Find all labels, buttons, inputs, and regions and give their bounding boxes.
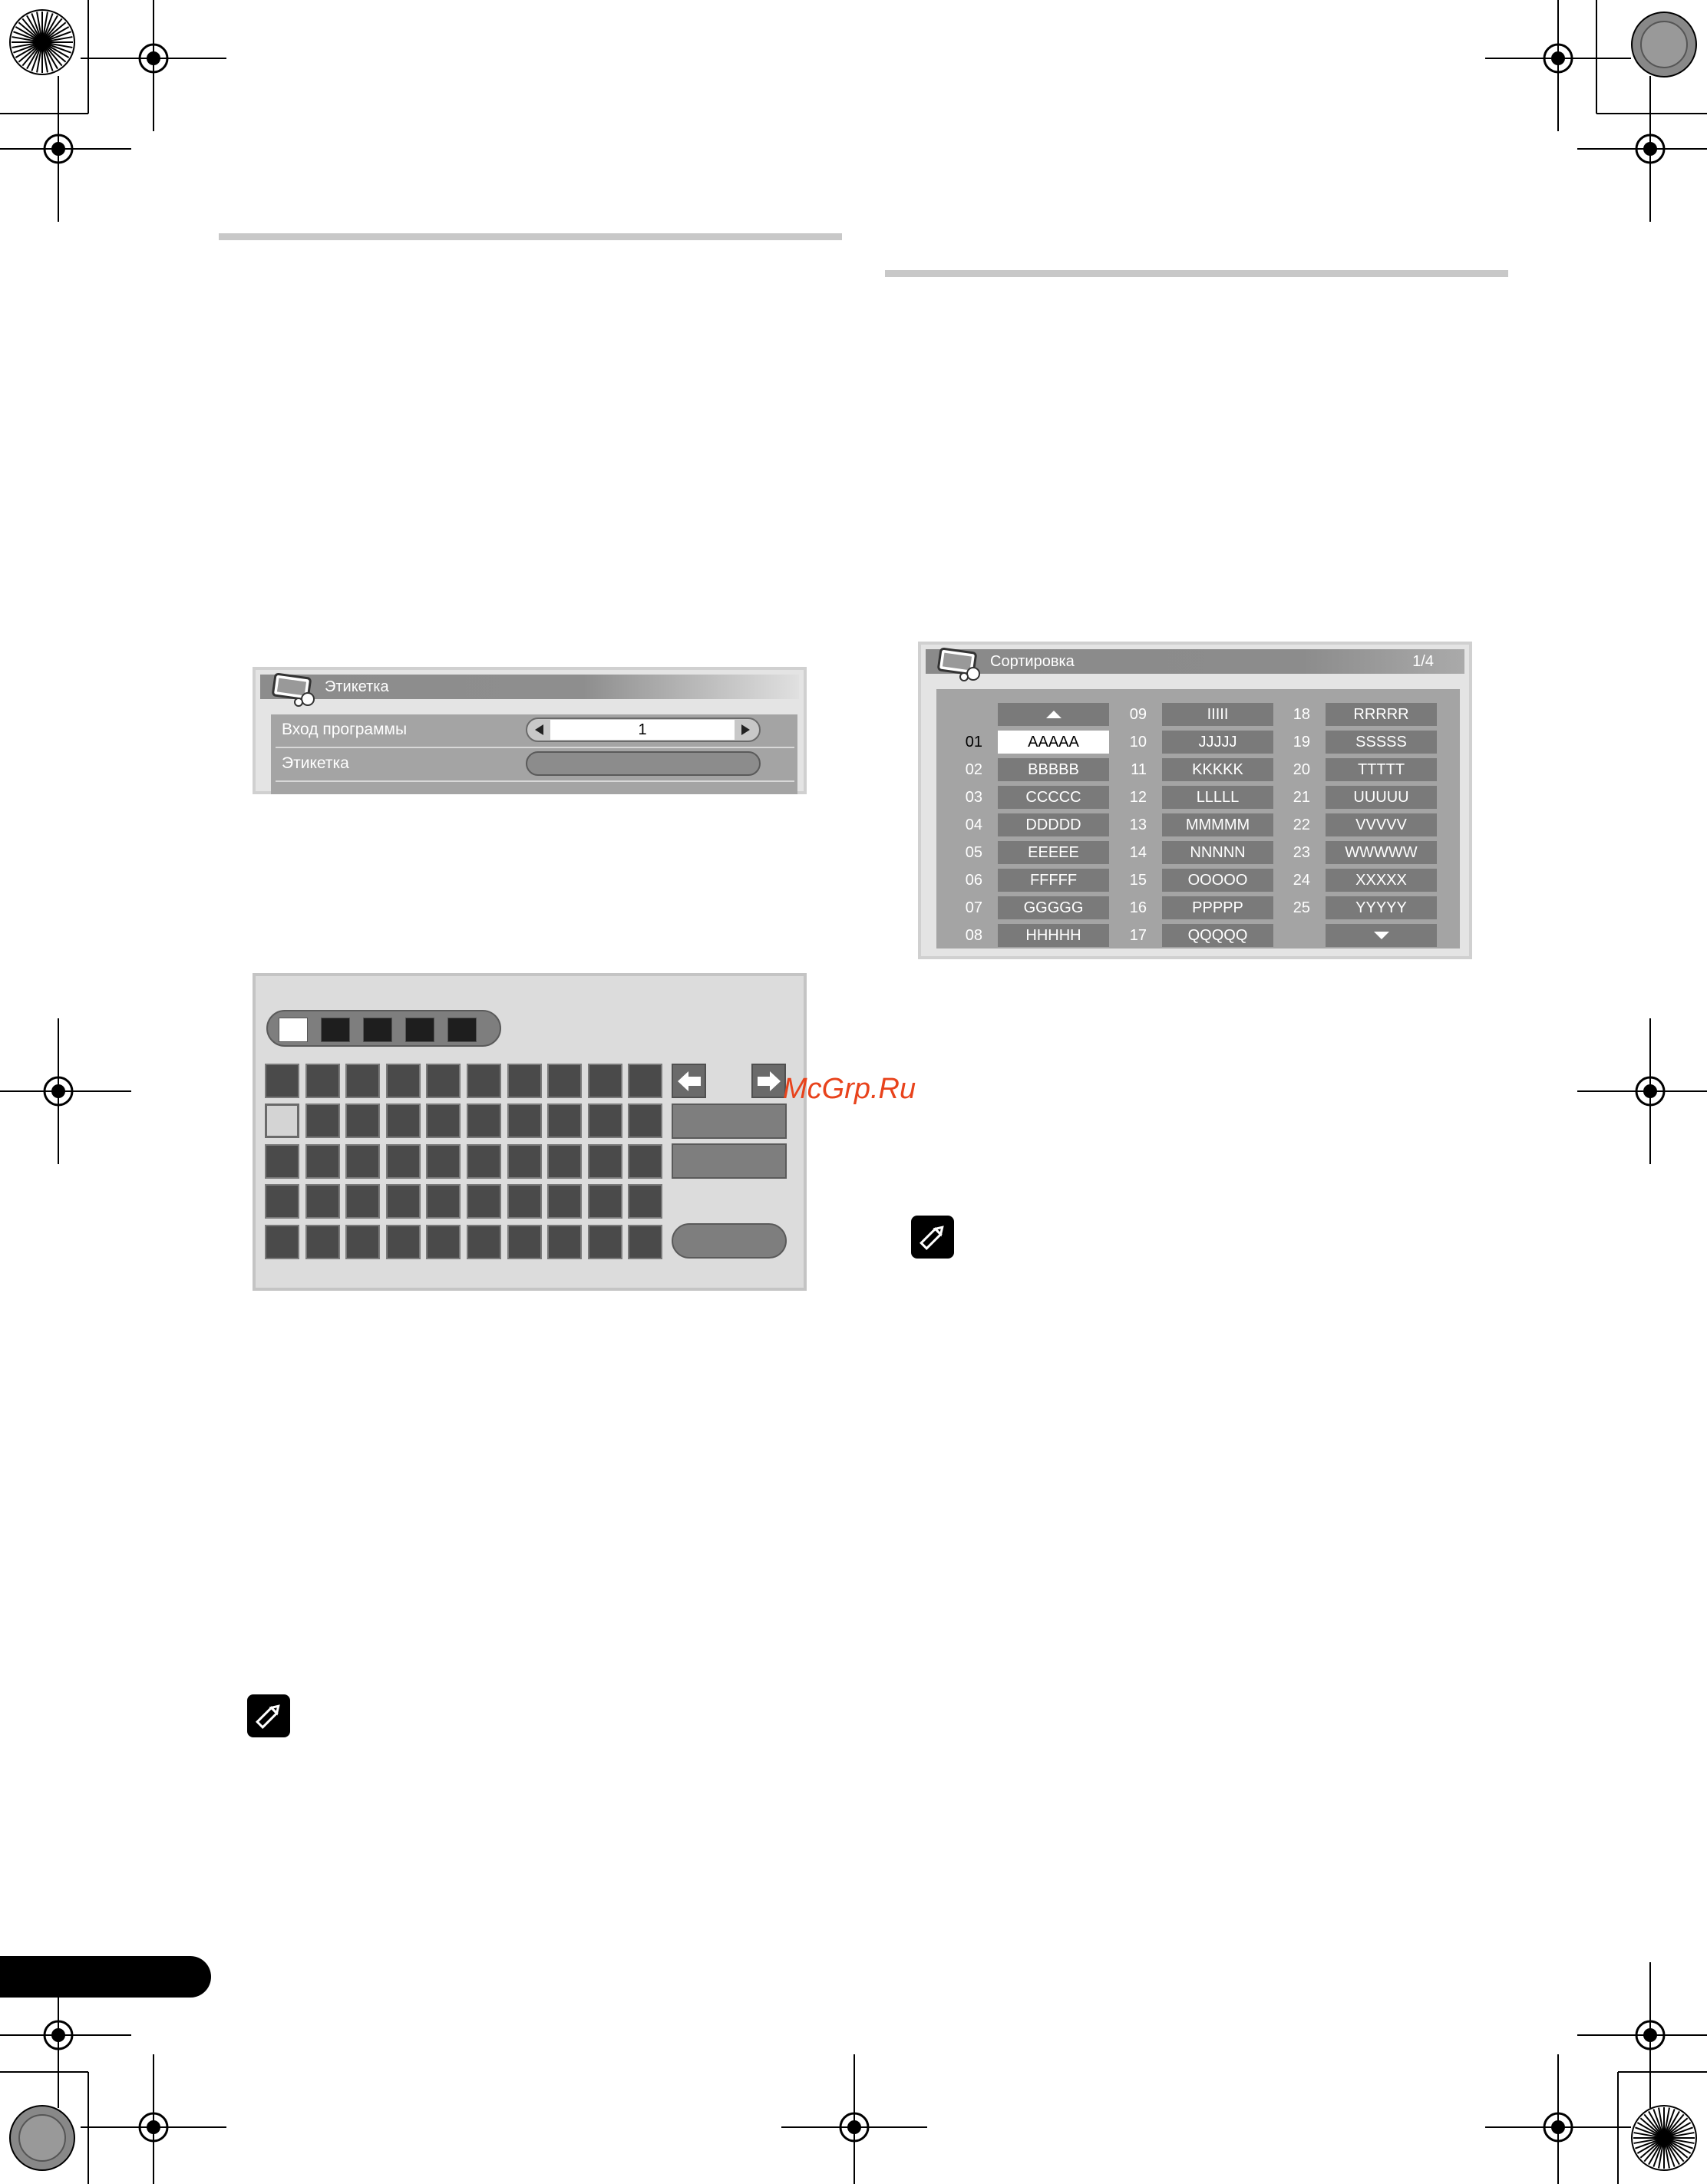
sort-item-number: 24 [1293,872,1310,889]
arrow-left-icon[interactable] [533,724,546,736]
sort-item[interactable]: BBBBB [998,758,1109,781]
sort-item[interactable]: EEEEE [998,841,1109,864]
keyboard-key[interactable] [305,1184,340,1219]
sort-item-number: 04 [965,817,982,833]
keyboard-key[interactable] [345,1225,380,1259]
keyboard-option-button[interactable] [672,1143,787,1179]
keyboard-key[interactable] [345,1184,380,1219]
scroll-down-button[interactable] [1326,924,1437,947]
registration-mark-icon [1485,0,1631,131]
starburst-top-right [1629,10,1699,79]
cursor-right-button[interactable] [751,1064,786,1098]
sort-item-number: 06 [965,872,982,889]
keyboard-key[interactable] [467,1225,501,1259]
keyboard-key[interactable] [547,1064,582,1098]
panel-title: Этикетка [325,678,389,695]
label-field[interactable] [526,751,761,776]
sort-item-number: 05 [965,844,982,861]
keyboard-confirm-button[interactable] [672,1223,787,1259]
row-label-label: Этикетка [282,754,349,772]
keyboard-key[interactable] [386,1225,421,1259]
keyboard-key[interactable] [265,1064,299,1098]
sort-body [936,689,1460,948]
arrow-left-icon [676,1070,702,1093]
sort-item[interactable]: JJJJJ [1162,731,1273,754]
section-rule-right [885,270,1508,277]
keyboard-key[interactable] [467,1104,501,1138]
scroll-up-button[interactable] [998,703,1109,726]
character-keyboard [253,973,807,1291]
sort-item[interactable]: TTTTT [1326,758,1437,781]
character-slot [279,1018,308,1042]
program-input-value: 1 [550,720,735,740]
keyboard-key[interactable] [345,1064,380,1098]
keyboard-key[interactable] [547,1225,582,1259]
registration-mark-icon [1577,1962,1707,2108]
keyboard-key[interactable] [265,1104,299,1138]
keyboard-key[interactable] [426,1184,461,1219]
sort-item-number: 07 [965,899,982,916]
keyboard-key[interactable] [305,1064,340,1098]
keyboard-key[interactable] [628,1104,662,1138]
arrow-right-icon[interactable] [739,724,751,736]
settings-tv-icon [936,646,984,681]
sort-item[interactable]: VVVVV [1326,813,1437,836]
character-slot [363,1018,392,1042]
keyboard-key[interactable] [426,1144,461,1179]
row-divider [276,747,794,748]
keyboard-key[interactable] [547,1104,582,1138]
keyboard-key[interactable] [426,1104,461,1138]
keyboard-key[interactable] [305,1104,340,1138]
keyboard-key[interactable] [467,1184,501,1219]
label-panel [253,667,807,794]
keyboard-key[interactable] [507,1104,542,1138]
sort-item[interactable]: KKKKK [1162,758,1273,781]
registration-mark-icon [81,0,226,131]
sort-item-number: 09 [1129,706,1147,723]
sort-page-indicator: 1/4 [1412,653,1434,670]
settings-tv-icon [271,671,319,707]
sort-item[interactable]: NNNNN [1162,841,1273,864]
keyboard-key[interactable] [588,1104,622,1138]
sort-item-number: 13 [1129,817,1147,833]
sort-item[interactable]: FFFFF [998,869,1109,892]
sort-item-number: 10 [1129,734,1147,751]
keyboard-key[interactable] [588,1184,622,1219]
keyboard-key[interactable] [305,1144,340,1179]
sort-item[interactable]: LLLLL [1162,786,1273,809]
page-number-tab [0,1956,211,1998]
keyboard-key[interactable] [386,1064,421,1098]
sort-item[interactable]: SSSSS [1326,731,1437,754]
keyboard-key[interactable] [265,1184,299,1219]
sort-item-number: 08 [965,927,982,944]
keyboard-key[interactable] [628,1184,662,1219]
starburst-top-left [8,8,77,77]
keyboard-key[interactable] [265,1225,299,1259]
keyboard-key[interactable] [507,1184,542,1219]
registration-mark-icon [81,2054,226,2184]
keyboard-key[interactable] [386,1184,421,1219]
sort-item[interactable]: WWWWW [1326,841,1437,864]
sort-item-number: 11 [1131,761,1147,778]
keyboard-key[interactable] [547,1184,582,1219]
note-pencil-icon [247,1694,290,1737]
sort-item[interactable]: RRRRR [1326,703,1437,726]
sort-item[interactable]: CCCCC [998,786,1109,809]
program-input-spinner[interactable] [526,718,761,742]
sort-item-number: 22 [1293,817,1310,833]
keyboard-key[interactable] [345,1104,380,1138]
sort-item[interactable]: QQQQQ [1162,924,1273,947]
sort-item-number: 03 [965,789,982,806]
registration-mark-icon [0,1018,131,1164]
keyboard-key[interactable] [467,1144,501,1179]
row-label-program-input: Вход программы [282,721,408,738]
registration-mark-icon [1485,2054,1631,2184]
registration-mark-icon [1577,1018,1707,1164]
sort-title: Сортировка [990,653,1075,670]
sort-item-number: 21 [1293,789,1310,806]
sort-item[interactable]: YYYYY [1326,896,1437,919]
registration-mark-icon [1577,76,1707,222]
registration-mark-icon [0,76,131,222]
keyboard-key[interactable] [507,1064,542,1098]
keyboard-key[interactable] [588,1144,622,1179]
keyboard-key[interactable] [467,1064,501,1098]
sort-item-number: 20 [1293,761,1310,778]
sort-item-number: 15 [1129,872,1147,889]
keyboard-key[interactable] [547,1144,582,1179]
keyboard-key[interactable] [305,1225,340,1259]
sort-item[interactable]: MMMMM [1162,813,1273,836]
sort-item[interactable]: IIIII [1162,703,1273,726]
sort-item[interactable]: XXXXX [1326,869,1437,892]
character-slot [321,1018,350,1042]
sort-item-number: 02 [965,761,982,778]
keyboard-key[interactable] [386,1144,421,1179]
keyboard-key[interactable] [386,1104,421,1138]
panel-body [271,714,797,794]
starburst-bottom-right [1629,2103,1699,2172]
keyboard-key[interactable] [588,1225,622,1259]
sort-item[interactable]: UUUUU [1326,786,1437,809]
keyboard-key[interactable] [345,1144,380,1179]
keyboard-key[interactable] [265,1144,299,1179]
starburst-bottom-left [8,2103,77,2172]
keyboard-key[interactable] [426,1064,461,1098]
sort-item-number: 14 [1129,844,1147,861]
cursor-left-button[interactable] [672,1064,706,1098]
keyboard-key[interactable] [426,1225,461,1259]
section-rule-left [219,233,842,240]
sort-item-number: 18 [1293,706,1310,723]
keyboard-key[interactable] [507,1225,542,1259]
sort-item-number: 25 [1293,899,1310,916]
sort-item[interactable]: AAAAA [998,731,1109,754]
sort-item-number: 19 [1293,734,1310,751]
scroll-down-icon [1372,930,1391,941]
keyboard-key[interactable] [588,1064,622,1098]
keyboard-key[interactable] [507,1144,542,1179]
sort-panel [918,642,1472,959]
sort-item[interactable]: DDDDD [998,813,1109,836]
sort-item-number: 17 [1129,927,1147,944]
sort-header [926,649,1464,674]
character-slot [447,1018,477,1042]
keyboard-key[interactable] [628,1225,662,1259]
keyboard-option-button[interactable] [672,1104,787,1139]
sort-item[interactable]: HHHHH [998,924,1109,947]
scroll-up-icon [1045,709,1063,720]
keyboard-key[interactable] [628,1144,662,1179]
registration-mark-icon [781,2054,927,2184]
watermark: McGrp.Ru [783,1073,916,1105]
sort-item-number: 12 [1129,789,1147,806]
panel-header [260,675,799,699]
arrow-right-icon [756,1070,782,1093]
sort-item[interactable]: GGGGG [998,896,1109,919]
sort-item-number: 23 [1293,844,1310,861]
sort-item-number: 01 [965,734,982,751]
sort-item[interactable]: PPPPP [1162,896,1273,919]
sort-item-number: 16 [1129,899,1147,916]
keyboard-key[interactable] [628,1064,662,1098]
sort-item[interactable]: OOOOO [1162,869,1273,892]
note-pencil-icon [911,1216,954,1259]
character-slot [405,1018,434,1042]
row-divider [276,780,794,782]
